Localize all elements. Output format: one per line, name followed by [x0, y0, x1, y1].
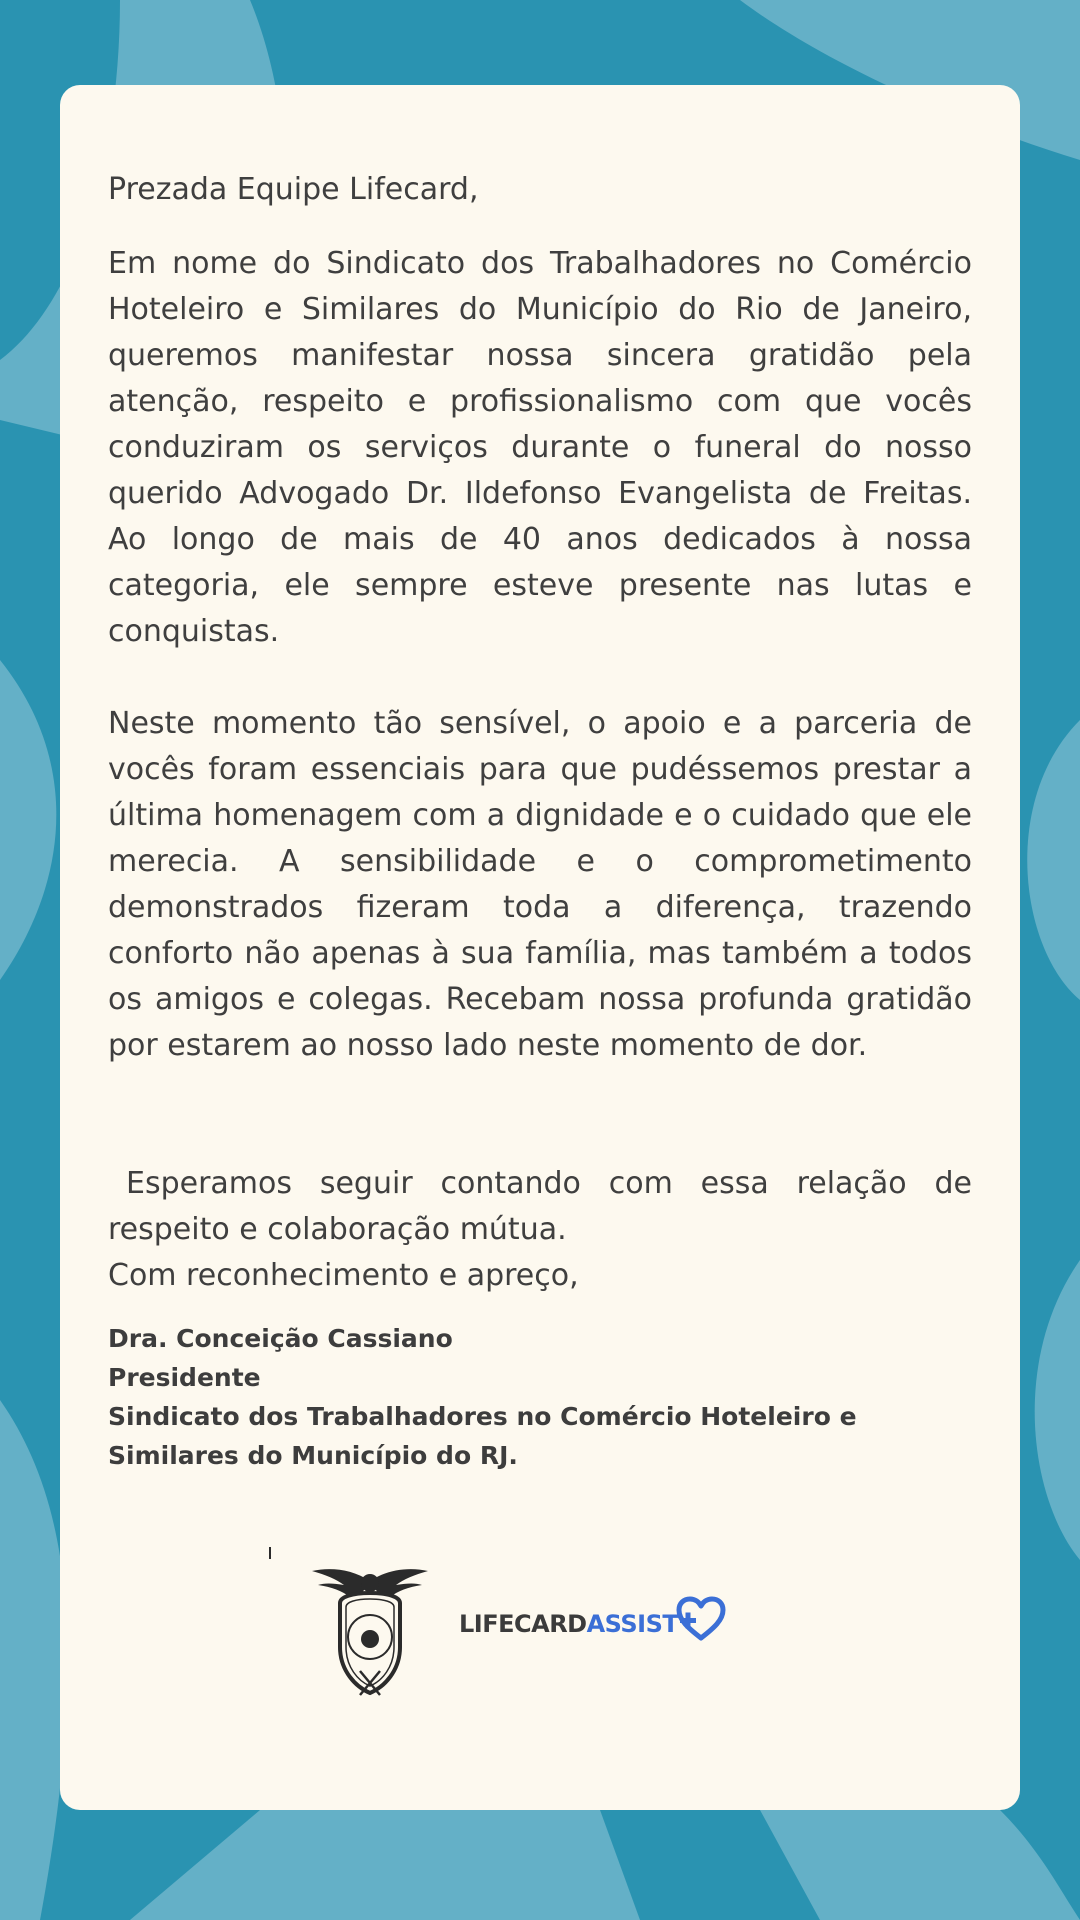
mark-tick [269, 1547, 271, 1559]
letter-paragraph-3: Esperamos seguir contando com essa relação de respeito e colaboração mútua. [108, 1166, 972, 1247]
letter-card [60, 85, 1020, 1810]
signature-name: Dra. Conceição Cassiano [108, 1324, 453, 1353]
signature-org-line-2: Similares do Município do RJ. [108, 1441, 518, 1470]
signature-org-line-1: Sindicato dos Trabalhadores no Comércio Hoteleiro e [108, 1402, 857, 1431]
lifecard-wordmark: LIFECARD [459, 1610, 587, 1638]
heart-plus-icon [676, 1596, 726, 1642]
lifecard-assist-logo [459, 1599, 726, 1649]
letter-paragraph-1: Em nome do Sindicato dos Trabalhadores no Comércio Hoteleiro e Similares do Município do Rio de Janeiro, queremos manifestar nossa sincera gratidão pela atenção, respeito e profissionalismo com que vocês conduziram os serviços durante o funeral do nosso querido Advogado Dr. Ildefonso Evangelista de Freitas. Ao longo de mais de 40 anos dedicados à nossa categoria, ele sempre esteve presente nas lutas e conquistas. [108, 246, 972, 649]
letter-closing: Com reconhecimento e apreço, [108, 1258, 579, 1293]
signature-block [108, 1319, 972, 1475]
letter-paragraph-2: Neste momento tão sensível, o apoio e a parceria de vocês foram essenciais para que pudéssemos prestar a última homenagem com a dignidade e o cuidado que ele merecia. A sensibilidade e o comprometimento demonstrados fizeram toda a diferença, trazendo conforto não apenas à sua família, mas também a todos os amigos e colegas. Recebam nossa profunda gratidão por estarem ao nosso lado neste momento de dor. [108, 706, 972, 1063]
letter-greeting: Prezada Equipe Lifecard, [108, 172, 479, 207]
signature-role: Presidente [108, 1363, 261, 1392]
assist-wordmark: ASSIST [586, 1610, 679, 1638]
union-emblem-logo [312, 1563, 428, 1697]
